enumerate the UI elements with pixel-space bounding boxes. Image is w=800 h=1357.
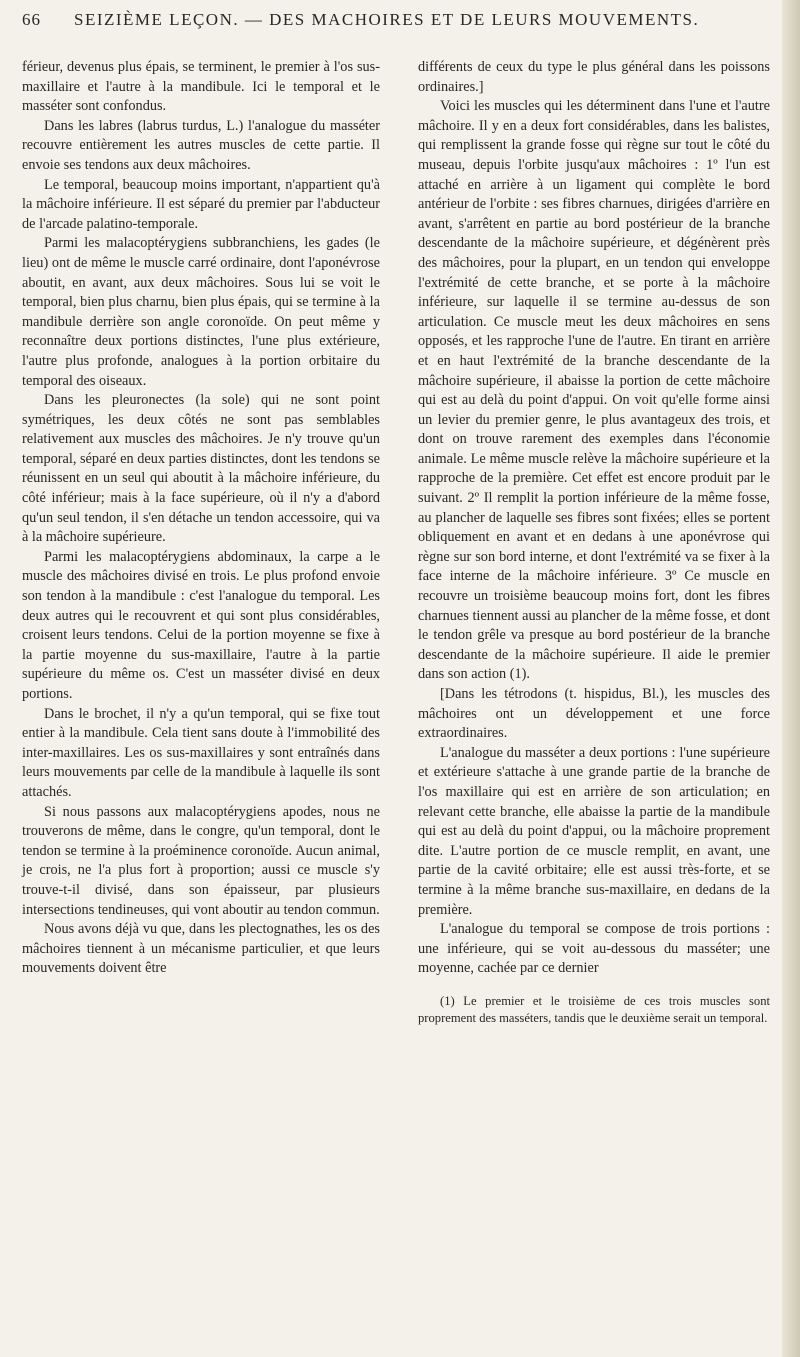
footnote-text: (1) Le premier et le troisième de ces trois muscles sont proprement des masséters, tandis que le deuxième serait un temporal. (418, 993, 770, 1026)
paragraph: Dans les pleuronectes (la sole) qui ne sont point symétriques, les deux côtés ne sont pas semblables relativement aux muscles des mâchoires. Je n'y trouve qu'un temporal, séparé en deux parties distinctes, dont les tendons se réunissent en un seul qui aboutit à la mâchoire inférieure, du côté inférieur; mais à la face supérieure, où il n'y a d'abord qu'un seul tendon, il s'en détache un tendon accessoire, qui va à la mâchoire supérieure. (22, 392, 380, 546)
running-header (22, 6, 778, 36)
page-number: 66 (22, 10, 41, 29)
paragraph: Parmi les malacoptérygiens subbranchiens, les gades (le lieu) ont de même le muscle carré ordinaire, dont l'aponévrose aboutit, en avant, aux deux mâchoires. Sous lui se voit le temporal, bien plus charnu, bien plus épais, qui se termine à la mandibule derrière son angle coronoïde. On peut même y reconnaître deux portions distinctes, l'une plus extérieure, l'autre plus profonde, analogues à la portion orbitaire du temporal des oiseaux. (22, 235, 380, 389)
paragraph: Nous avons déjà vu que, dans les plectognathes, les os des mâchoires tiennent à un mécanisme particulier, et que leurs mouvements doivent être (22, 921, 380, 977)
right-column (418, 58, 770, 1028)
paragraph: Dans les labres (labrus turdus, L.) l'analogue du masséter recouvre entièrement les autres muscles de cette partie. Il envoie ses tendons aux deux mâchoires. (22, 117, 380, 173)
paragraph: Le temporal, beaucoup moins important, n'appartient qu'à la mâchoire inférieure. Il est séparé du premier par l'abducteur de l'arcade palatino-temporale. (22, 176, 380, 232)
paragraph: Si nous passons aux malacoptérygiens apodes, nous ne trouverons de même, dans le congre, qu'un temporal, dont le tendon se termine à la proéminence coronoïde. Aucun animal, je crois, ne l'a plus fort à proportion; aussi ce muscle s'y trouve-t-il divisé, dans son épaisseur, par plusieurs intersections tendineuses, qui vont aboutir au tendon commun. (22, 803, 380, 918)
paragraph: [Dans les tétrodons (t. hispidus, Bl.), les muscles des mâchoires ont un développement et une force extraordinaires. (418, 686, 770, 742)
paragraph: L'analogue du temporal se compose de trois portions : une inférieure, qui se voit au-dessous du masséter; une moyenne, cachée par ce dernier (418, 921, 770, 977)
paragraph: Parmi les malacoptérygiens abdominaux, la carpe a le muscle des mâchoires divisé en trois. Le plus profond envoie son tendon à la mandibule : c'est l'analogue du temporal. Les deux autres qui le recouvrent et qui sont plus considérables, croisent leurs tendons. Celui de la portion moyenne se fixe à la partie moyenne du sus-maxillaire, l'autre à la partie supérieure du même os. C'est un masséter divisé en deux portions. (22, 548, 380, 702)
page-edge (782, 0, 800, 1357)
footnote (418, 993, 770, 1028)
paragraph: Dans le brochet, il n'y a qu'un temporal, qui se fixe tout entier à la mandibule. Cela tient sans doute à l'immobilité des inter-maxillaires. Les os sus-maxillaires y sont entraînés dans leurs mouvements par celle de la mandibule à laquelle ils sont attachés. (22, 705, 380, 800)
running-head-title: SEIZIÈME LEÇON. — DES MACHOIRES ET DE LEURS MOUVEMENTS. (74, 10, 700, 29)
paragraph: L'analogue du masséter a deux portions : l'une supérieure et extérieure s'attache à une grande partie de la branche de l'os maxillaire qui est en arrière de son articulation; en relevant cette branche, elle abaisse la partie de la mandibule qui est au delà du point d'appui, ou la mâchoire proprement dite. L'autre portion de ce muscle remplit, en avant, une partie de la cavité orbitaire; elle est aussi très-forte, et se termine à la même branche sus-maxillaire, en dedans de la première. (418, 744, 770, 918)
paragraph: Voici les muscles qui les déterminent dans l'une et l'autre mâchoire. Il y en a deux fort considérables, dans les balistes, qui remplissent la grande fosse qui règne sur tout le côté du museau, depuis l'orbite jusqu'aux mâchoires : 1º l'un est attaché en arrière à un ligament qui complète le bord antérieur de l'orbite : ses fibres charnues, dirigées d'arrière en avant, s'arrêtent en partie au bord postérieur de la branche descendante de la mâchoire supérieure, et dégénèrent près des mâchoires, pour la plupart, en un tendon qui enveloppe l'extrémité de cette branche, et se porte à la mâchoire inférieure, sur laquelle il se termine au-dessus de son articulation. Ce muscle meut les deux mâchoires en sens opposés, et les rapproche l'une de l'autre. En tirant en arrière et en haut l'extrémité de la branche descendante de la mâchoire supérieure, il abaisse la portion de cette mâchoire qui est au delà du point d'appui. On voit qu'elle forme ainsi un levier du premier genre, le plus avantageux des trois, et dont on trouve rarement des exemples dans l'économie animale. Le même muscle relève la mâchoire supérieure et la rapproche de la première. Cet effet est encore produit par le suivant. 2º Il remplit la portion inférieure de la même fosse, au plancher de laquelle ses fibres sont fixées; elles se portent obliquement en avant et en dedans à une aponévrose qui règne sur son bord interne, et dont l'extrémité va se fixer à la face interne de la mâchoire inférieure. 3º Ce muscle en recouvre un troisième beaucoup moins fort, dont les fibres charnues tiennent aussi au plancher de la même fosse, et dont le tendon grêle va presque au bord postérieur de la branche descendante de la mâchoire supérieure. Il aide le premier dans son action (1). (418, 98, 770, 683)
paragraph: férieur, devenus plus épais, se terminent, le premier à l'os sus-maxillaire et l'autre à la mandibule. Ici le temporal et le masséter sont confondus. (22, 59, 380, 115)
left-column (22, 58, 380, 979)
paragraph: différents de ceux du type le plus général dans les poissons ordinaires.] (418, 59, 770, 95)
